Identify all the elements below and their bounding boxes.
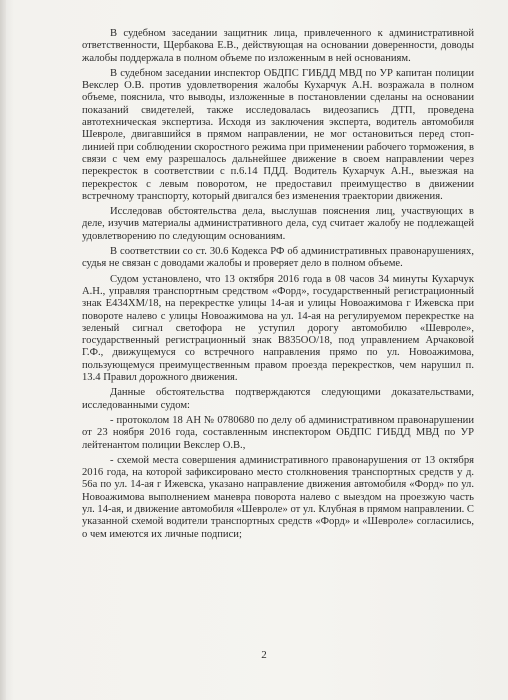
paragraph-protocol: - протоколом 18 АН № 0780680 по делу об административном правонарушении от 23 ноября 2016 года, составленным инспектором ОБДПС ГИБДД МВД по УР лейтенантом полиции Векслер О.В., [82,414,474,451]
paragraph-scheme: - схемой места совершения административного правонарушения от 13 октября 2016 года, на которой зафиксировано место столкновения транспортных средств у д. 56а по ул. 14-ая г Ижевска, указано направление движения автомобиля «Форд» по ул. Новоажимова выполнением маневра поворота налево с выездом на проезжую часть ул. 14-ая, и движение автомобиля «Шевроле» от ул. Клубная в прямом направлении. С указанной схемой водители транспортных средств «Форд» и «Шевроле» согласились, о чем имеются их личные подписи; [82,454,474,540]
page-number: 2 [261,649,267,661]
paragraph-court-established: Судом установлено, что 13 октября 2016 года в 08 часов 34 минуты Кухарчук А.Н., управляя транспортным средством «Форд», государственный регистрационный знак Е434ХМ/18, на перекрестке улицы 14-ая и улицы Новоажимова г Ижевска при повороте налево с улицы Новоажимова на ул. 14-ая на регулируемом перекрестке на зеленый сигнал светофора не уступил дорогу автомобилю «Шевроле», государственный регистрационный знак В835ОО/18, под управлением Арчаковой Г.Ф., движущемуся со встречного направления прямо по ул. Новоажимова, пользующемуся преимущественным правом проезда перекрестков, чем нарушил п. 13.4 Правил дорожного движения. [82,273,474,384]
paragraph-evidence-intro: Данные обстоятельства подтверждаются следующими доказательствами, исследованными судом: [82,387,474,411]
paragraph-inspector: В судебном заседании инспектор ОБДПС ГИБДД МВД по УР капитан полиции Векслер О.В. против удовлетворения жалобы Кухарчук А.Н. возражала в полном объеме, пояснила, что выводы, изложенные в постановлении сделаны на основании показаний свидетелей, также исследовалась видеозапись ДТП, проведена автотехническая экспертиза. Исходя из заключения эксперта, водитель автомобиля Шевроле, двигавшийся в прямом направлении, не мог остановиться перед стоп-линией при соблюдении скоростного режима при применении рабочего торможения, в связи с чем ему разрешалось дальнейшее движение в своем направлении через перекресток в соответствии с п.6.14 ПДД. Водитель Кухарчук А.Н., выезжая на перекресток с левым поворотом, не предоставил преимущество в движении встречному транспорту, который двигался без изменения траектории движения. [82,67,474,202]
page-fold-shadow [0,0,6,700]
paragraph-defender: В судебном заседании защитник лица, привлеченного к административной ответственности, Щербакова Е.В., действующая на основании доверенности, доводы жалобы поддержала в полном объеме по изложенным в ней основаниям. [82,28,474,64]
paragraph-code-article: В соответствии со ст. 30.6 Кодекса РФ об административных правонарушениях, судья не связан с доводами жалобы и проверяет дело в полном объеме. [82,246,474,270]
paragraph-examination: Исследовав обстоятельства дела, выслушав пояснения лиц, участвующих в деле, изучив материалы административного дела, суд считает жалобу не подлежащей удовлетворению по следующим основаниям. [82,206,474,242]
